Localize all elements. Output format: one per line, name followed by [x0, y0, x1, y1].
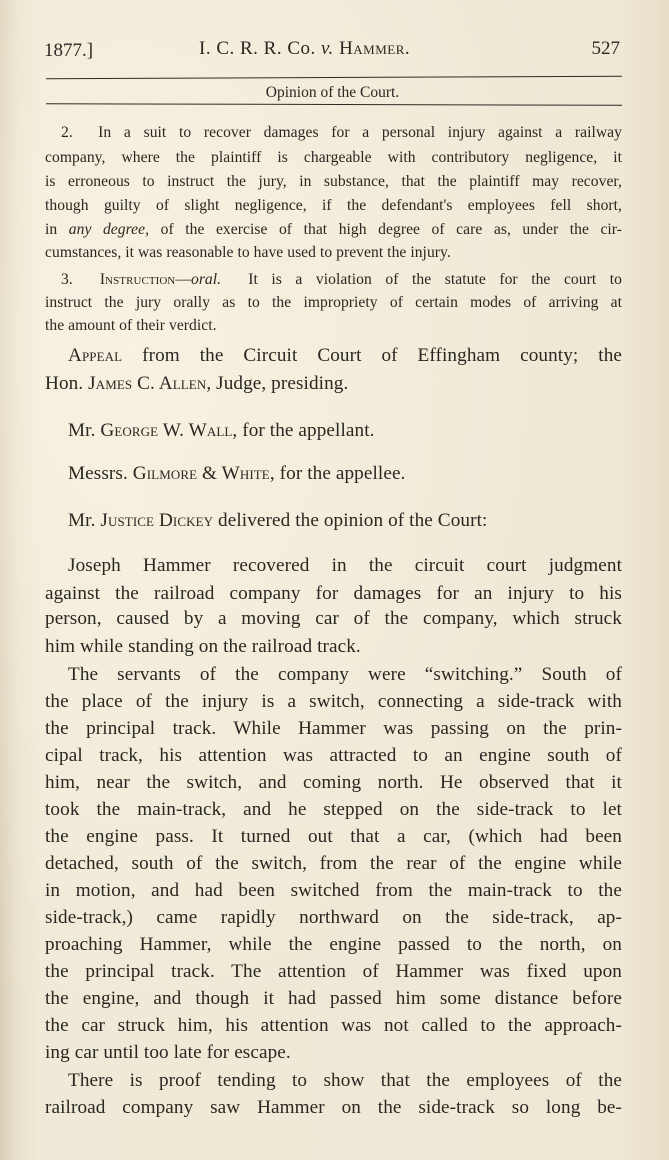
- delivered-line: [68, 510, 622, 532]
- opinion-line: him while standing on the railroad track.: [45, 636, 361, 657]
- opinion-line: person, caused by a moving car of the company, which struck: [45, 608, 622, 629]
- running-head: [44, 34, 622, 64]
- headnote-line: the amount of their verdict.: [45, 317, 217, 334]
- opinion-line: detached, south of the switch, from the rear of the engine while: [45, 853, 622, 874]
- opinion-line: The servants of the company were “switching.” South of: [68, 664, 622, 685]
- opinion-line: railroad company saw Hammer on the side-track so long be-: [45, 1097, 622, 1118]
- headnote-text: In a suit to recover damages for a personal injury against a railway: [98, 124, 622, 141]
- delivered-text: delivered the opinion of the Court:: [213, 510, 488, 531]
- opinion-line: the principal track. While Hammer was passing on the prin-: [45, 718, 622, 739]
- counsel-role: , for the appellee.: [269, 463, 406, 484]
- opinion-line: took the main-track, and he stepped on the side-track to let: [45, 799, 622, 820]
- headnote-line: company, where the plaintiff is chargeable with contributory negligence, it: [45, 149, 622, 166]
- opinion-line: the car struck him, his attention was not called to the approach-: [45, 1015, 622, 1036]
- opinion-line: side-track,) came rapidly northward on the side-track, ap-: [45, 907, 622, 928]
- headnote-text: in: [45, 221, 69, 238]
- appeal-text: from the Circuit Court of Effingham county; the: [122, 345, 622, 366]
- headnote-dash: —: [175, 271, 191, 288]
- headnote-number: 3.: [61, 271, 73, 288]
- opinion-line: proaching Hammer, while the engine passed to the north, on: [45, 934, 622, 955]
- case-title-party: Hammer.: [339, 38, 411, 59]
- headnote-line: [45, 221, 622, 239]
- headnote-line: [61, 271, 622, 289]
- counsel-prefix: Mr.: [68, 420, 101, 441]
- section-heading: [0, 84, 669, 102]
- appeal-text: , Judge, presiding.: [206, 373, 349, 394]
- appeal-line: [45, 373, 622, 395]
- opinion-line: There is proof tending to show that the employees of the: [68, 1070, 622, 1091]
- page-number: 527: [591, 38, 620, 59]
- counsel-appellee: [68, 463, 622, 485]
- opinion-line: the principal track. The attention of Hammer was fixed upon: [45, 961, 622, 982]
- counsel-name: Gilmore & White: [132, 463, 270, 484]
- justice-name: Justice Dickey: [100, 510, 214, 531]
- running-head-case-title: [199, 38, 410, 60]
- counsel-appellant: [68, 420, 622, 442]
- headnote-line: though guilty of slight negligence, if the defendant's employees fell short,: [45, 197, 622, 214]
- case-title-versus: v.: [321, 38, 334, 59]
- headnote-text: of the exercise of that high degree of care as, under the cir-: [149, 221, 622, 238]
- headnote-subtopic: oral.: [190, 271, 222, 288]
- counsel-name: George W. Wall: [100, 420, 233, 441]
- opinion-line: Joseph Hammer recovered in the circuit court judgment: [68, 555, 622, 576]
- opinion-line: against the railroad company for damages for an injury to his: [45, 583, 622, 604]
- appeal-lead: Appeal: [68, 345, 123, 366]
- headnote-line: instruct the jury orally as to the impropriety of certain modes of arriving at: [45, 294, 622, 311]
- headnote-topic: Instruction: [99, 271, 176, 288]
- counsel-role: , for the appellant.: [232, 420, 375, 441]
- headnote-text: It is a violation of the statute for the court to: [248, 271, 623, 288]
- headnote-emphasis: any degree,: [68, 221, 150, 238]
- headnote-line: [61, 124, 622, 142]
- running-head-year: 1877.]: [44, 40, 94, 61]
- opinion-line: the place of the injury is a switch, connecting a side-track with: [45, 691, 622, 712]
- header-rule-bottom: [46, 103, 622, 106]
- headnote-number: 2.: [61, 124, 73, 141]
- opinion-line: the engine pass. It turned out that a car, (which had been: [45, 826, 622, 847]
- opinion-line: in motion, and had been switched from the main-track to the: [45, 880, 622, 901]
- counsel-prefix: Messrs.: [68, 463, 133, 484]
- opinion-line: cipal track, his attention was attracted to an engine south of: [45, 745, 622, 766]
- header-rule-top: [46, 76, 622, 80]
- headnote-line: is erroneous to instruct the jury, in substance, that the plaintiff may recover,: [45, 173, 622, 190]
- opinion-line: the engine, and though it had passed him some distance before: [45, 988, 622, 1009]
- delivered-prefix: Mr.: [68, 510, 101, 531]
- opinion-line: ing car until too late for escape.: [45, 1042, 291, 1063]
- opinion-line: him, near the switch, and coming north. He observed that it: [45, 772, 622, 793]
- case-title-part: I. C. R. R. Co.: [199, 38, 322, 59]
- appeal-line: [68, 345, 622, 367]
- judge-name: James C. Allen: [88, 373, 207, 394]
- section-heading-text: Opinion of the Court.: [265, 84, 400, 101]
- headnote-line: cumstances, it was reasonable to have used to prevent the injury.: [45, 244, 451, 261]
- appeal-text: Hon.: [45, 373, 89, 394]
